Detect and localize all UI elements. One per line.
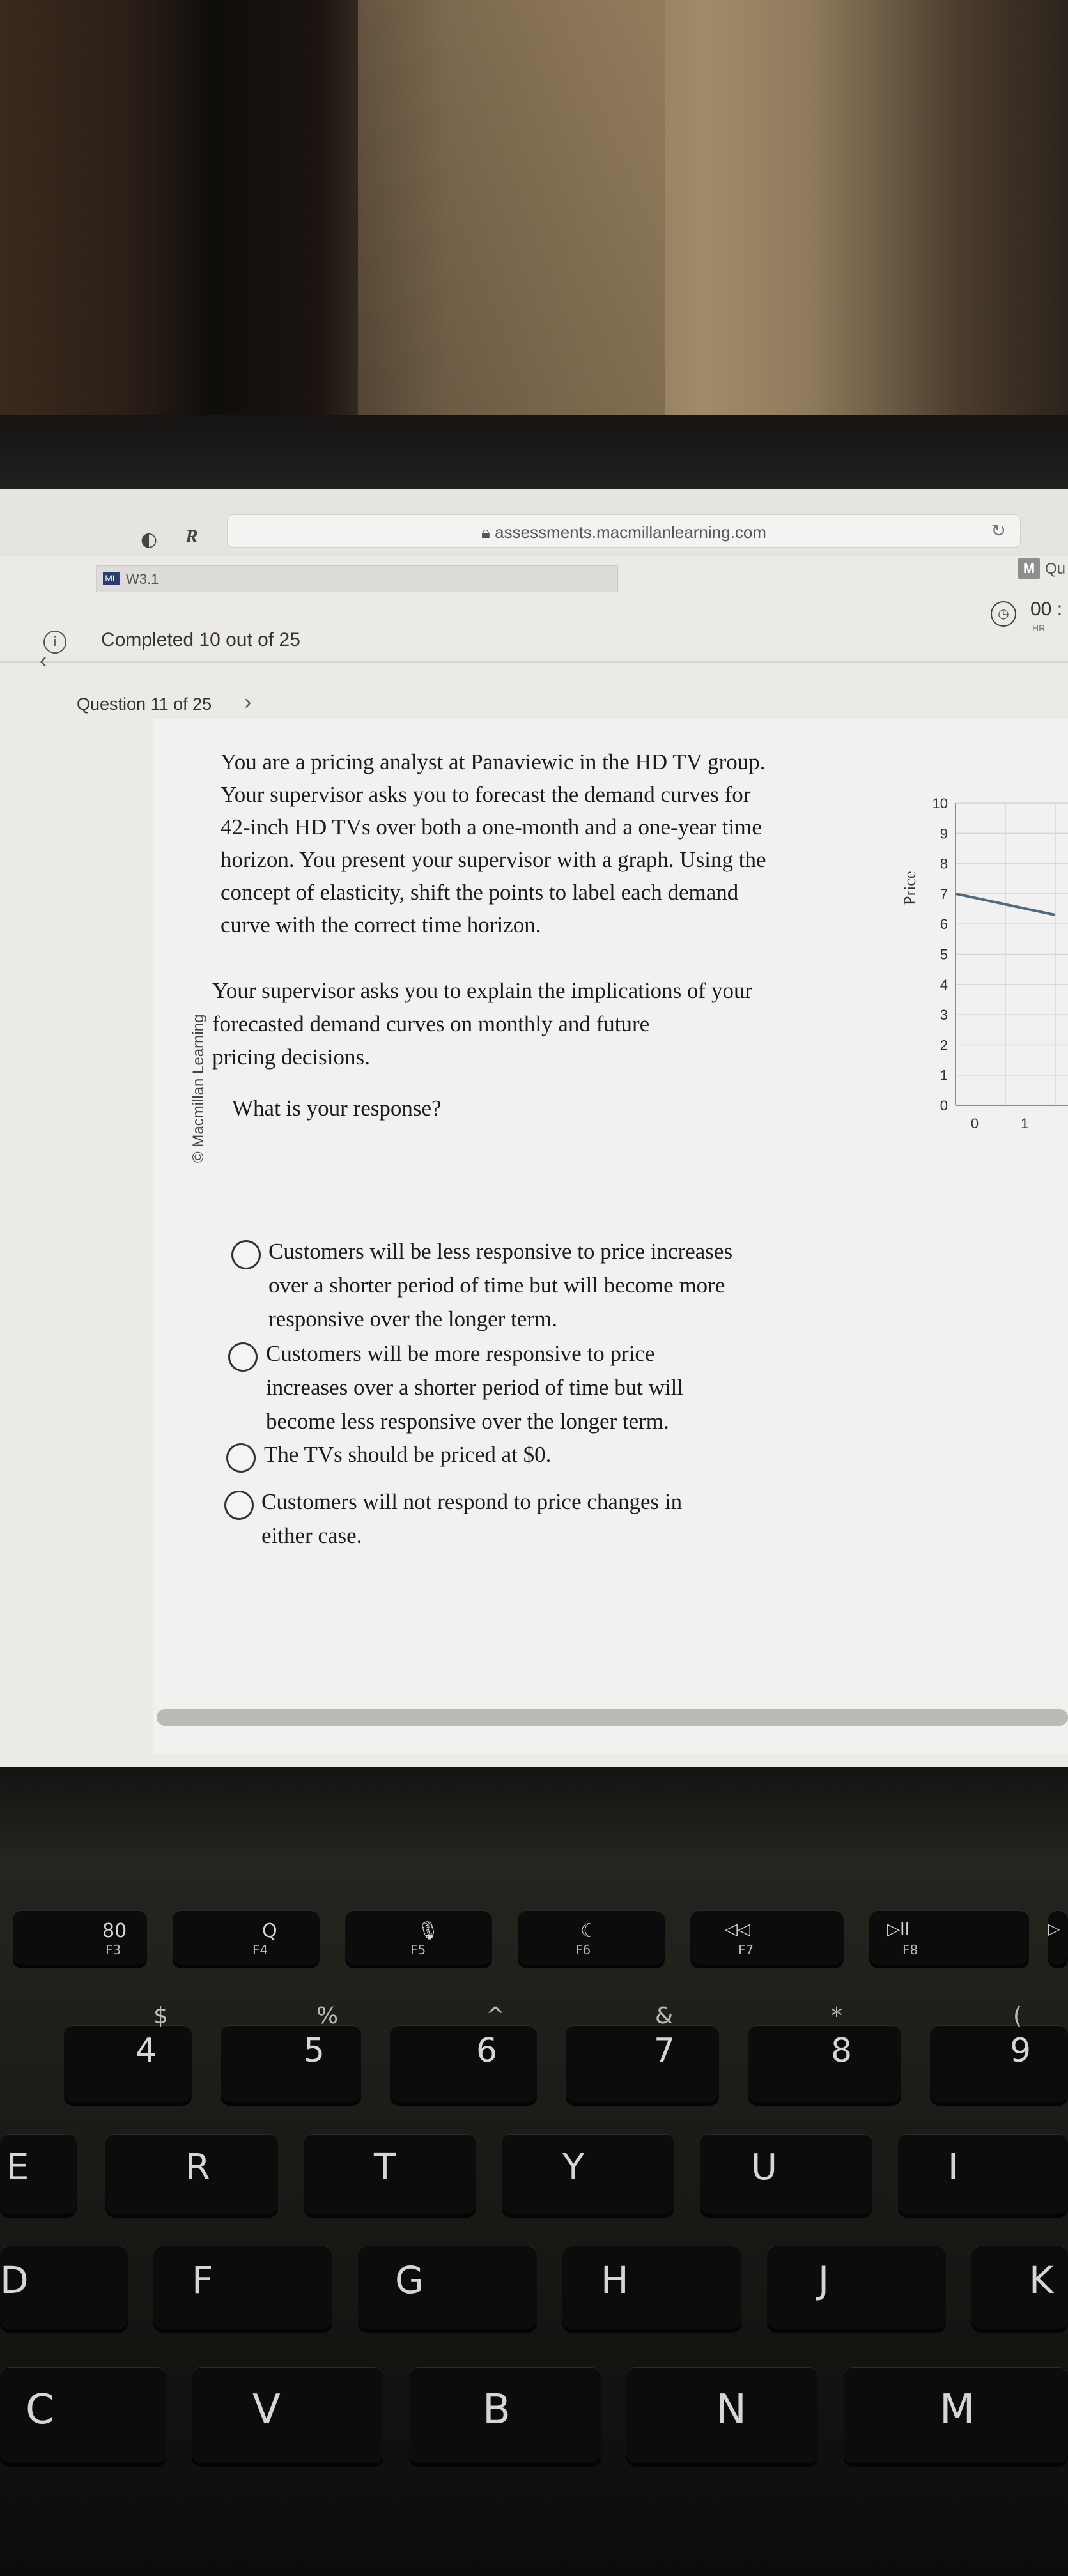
info-icon[interactable]: i <box>43 631 66 654</box>
background-room <box>0 0 1068 447</box>
option-line: either case. <box>261 1523 362 1548</box>
question-prompt: What is your response? <box>232 1096 442 1121</box>
previous-question-button[interactable]: ‹ <box>40 648 47 673</box>
key-glyph: M <box>940 2386 975 2434</box>
key-d[interactable] <box>0 2246 128 2329</box>
background-door <box>358 0 665 422</box>
option-line: Customers will be less responsive to price increases <box>268 1239 733 1264</box>
tab-label: W3.1 <box>126 571 159 587</box>
key-label: F6 <box>575 1942 591 1958</box>
key-shift-glyph: % <box>316 2003 339 2029</box>
y-tick-label: 5 <box>940 946 948 963</box>
key-glyph: C <box>26 2386 54 2434</box>
key-r[interactable] <box>105 2134 278 2214</box>
key-n[interactable] <box>626 2367 818 2463</box>
paragraph-line: concept of elasticity, shift the points to label each demand <box>221 880 739 905</box>
keyboard <box>0 1862 1068 2576</box>
key-f[interactable] <box>153 2246 332 2329</box>
key-glyph: Y <box>562 2147 585 2188</box>
key-label: F3 <box>105 1942 121 1958</box>
key-glyph: H <box>601 2258 629 2302</box>
demand-graph[interactable] <box>882 789 1068 1147</box>
key-t[interactable] <box>304 2134 476 2214</box>
option-line: Customers will be more responsive to price <box>266 1341 655 1366</box>
search-icon: Q <box>262 1920 277 1942</box>
key-glyph: G <box>395 2258 424 2302</box>
reload-icon[interactable]: ↻ <box>991 521 1006 540</box>
microphone-icon: 🎙 <box>417 1920 440 1941</box>
key-glyph: 5 <box>304 2032 325 2070</box>
option-3-label[interactable] <box>264 1438 826 1471</box>
key-shift-glyph: * <box>831 2003 842 2029</box>
key-5[interactable] <box>221 2003 361 2102</box>
option-4-label[interactable] <box>261 1485 824 1552</box>
key-m[interactable] <box>844 2367 1068 2463</box>
key-u[interactable] <box>700 2134 872 2214</box>
copyright-credit: © Macmillan Learning <box>190 1014 207 1163</box>
key-h[interactable] <box>562 2246 741 2329</box>
paragraph-line: curve with the correct time horizon. <box>221 912 541 937</box>
option-2-radio[interactable] <box>228 1342 258 1372</box>
x-tick-label: 0 <box>970 1116 979 1131</box>
key-8[interactable] <box>748 2003 901 2102</box>
fast-forward-icon: ▷ <box>1048 1920 1060 1938</box>
option-line: responsive over the longer term. <box>268 1307 557 1331</box>
extension-icon[interactable]: R <box>185 526 199 547</box>
key-label: F7 <box>738 1942 754 1958</box>
key-glyph: J <box>818 2258 830 2302</box>
option-line: Customers will not respond to price changes in <box>261 1489 683 1514</box>
browser-screen <box>0 489 1068 1767</box>
option-4-radio[interactable] <box>224 1491 254 1520</box>
paragraph-line: You are a pricing analyst at Panaviewic in the HD TV group. <box>221 749 766 774</box>
key-j[interactable] <box>767 2246 946 2329</box>
key-glyph: B <box>483 2386 511 2434</box>
key-4[interactable] <box>64 2003 192 2102</box>
key-glyph: 6 <box>476 2032 498 2070</box>
option-1-label[interactable] <box>268 1234 831 1336</box>
clock-icon: ◷ <box>991 601 1016 627</box>
option-line: increases over a shorter period of time but will <box>266 1375 684 1400</box>
y-tick-label: 0 <box>940 1098 948 1114</box>
moon-icon: ☾ <box>580 1920 598 1942</box>
question-nav-label[interactable]: Question 11 of 25 <box>77 694 212 714</box>
url-text: 🔒︎ assessments.macmillanlearning.com <box>481 523 766 542</box>
option-line: become less responsive over the longer term. <box>266 1409 669 1434</box>
play-pause-icon: ▷II <box>887 1920 910 1939</box>
y-tick-label: 9 <box>940 825 948 842</box>
key-b[interactable] <box>409 2367 601 2463</box>
y-tick-label: 8 <box>940 855 948 872</box>
key-glyph: I <box>948 2147 959 2188</box>
paragraph-line: Your supervisor asks you to forecast the demand curves for <box>221 782 751 807</box>
timer-unit: HR <box>1032 623 1046 633</box>
lock-icon: 🔒︎ <box>481 523 495 542</box>
key-f3[interactable] <box>13 1910 147 1965</box>
y-tick-label: 10 <box>932 795 948 811</box>
y-tick-label: 1 <box>940 1067 948 1084</box>
paragraph-line: horizon. You present your supervisor with a graph. Using the <box>221 847 766 872</box>
option-line: over a shorter period of time but will become more <box>268 1273 725 1298</box>
x-tick-label: 1 <box>1020 1116 1029 1131</box>
key-f6[interactable] <box>518 1910 665 1965</box>
key-f7[interactable] <box>690 1910 844 1965</box>
y-axis-label: Price <box>901 871 919 905</box>
paragraph-line: pricing decisions. <box>212 1045 370 1070</box>
paragraph-line: forecasted demand curves on monthly and future <box>212 1011 650 1036</box>
graph-x-ticks <box>971 1116 1028 1131</box>
laptop-top-bezel <box>0 415 1068 492</box>
paragraph-line: Your supervisor asks you to explain the implications of your <box>212 978 753 1003</box>
key-6[interactable] <box>390 2003 537 2102</box>
graph-grid <box>956 803 1068 1105</box>
browser-tab[interactable] <box>96 565 618 592</box>
key-glyph: F <box>192 2258 213 2302</box>
option-3-radio[interactable] <box>226 1443 256 1473</box>
shield-icon[interactable]: ◐ <box>141 528 158 551</box>
key-shift-glyph: ^ <box>486 2003 506 2029</box>
key-f4[interactable] <box>173 1910 320 1965</box>
key-glyph: V <box>252 2386 281 2434</box>
key-glyph: 9 <box>1010 2032 1032 2070</box>
key-shift-glyph: ( <box>1013 2003 1023 2029</box>
paragraph-line: 42-inch HD TVs over both a one-month and a one-year time <box>221 815 762 839</box>
key-glyph: K <box>1029 2258 1054 2302</box>
browser-toolbar <box>0 489 1068 556</box>
key-9[interactable] <box>930 2003 1068 2102</box>
option-2-label[interactable] <box>266 1337 828 1438</box>
y-tick-label: 6 <box>940 916 948 933</box>
key-glyph: 4 <box>135 2032 157 2070</box>
key-g[interactable] <box>358 2246 537 2329</box>
key-glyph: 80 <box>102 1920 127 1942</box>
key-k[interactable] <box>971 2246 1068 2329</box>
key-f5[interactable] <box>345 1910 492 1965</box>
y-tick-label: 2 <box>940 1037 948 1054</box>
y-tick-label: 3 <box>940 1007 948 1023</box>
option-line: The TVs should be priced at $0. <box>264 1442 552 1467</box>
y-tick-label: 7 <box>940 885 948 902</box>
key-v[interactable] <box>192 2367 383 2463</box>
rewind-icon: ◁◁ <box>725 1920 750 1939</box>
key-y[interactable] <box>502 2134 674 2214</box>
key-label: F4 <box>252 1942 268 1958</box>
key-shift-glyph: & <box>655 2003 674 2029</box>
key-glyph: D <box>0 2258 29 2302</box>
key-glyph: T <box>374 2147 396 2188</box>
question-paragraph-1 <box>221 746 828 941</box>
key-label: F8 <box>902 1942 918 1958</box>
timer-value: 00 : <box>1030 599 1063 620</box>
question-paragraph-2 <box>212 974 819 1074</box>
key-glyph: N <box>716 2386 747 2434</box>
tab-favicon: ML <box>103 572 120 585</box>
next-question-button[interactable]: › <box>244 690 252 714</box>
key-glyph: 7 <box>654 2032 676 2070</box>
key-f8[interactable] <box>869 1910 1029 1965</box>
y-tick-label: 4 <box>940 976 948 993</box>
key-glyph: R <box>185 2147 210 2188</box>
graph-y-ticks <box>933 795 948 1114</box>
key-label: F5 <box>410 1942 426 1958</box>
key-glyph: E <box>6 2147 29 2188</box>
horizontal-scrollbar[interactable] <box>157 1709 1068 1726</box>
progress-status: Completed 10 out of 25 <box>101 629 300 650</box>
key-i[interactable] <box>898 2134 1068 2214</box>
key-c[interactable] <box>0 2367 166 2463</box>
key-glyph: 8 <box>831 2032 853 2070</box>
address-bar[interactable] <box>227 514 1021 548</box>
side-tab-label[interactable]: Qu <box>1045 560 1066 578</box>
key-glyph: U <box>751 2147 777 2188</box>
key-shift-glyph: $ <box>153 2003 168 2029</box>
laptop-bottom-bezel <box>0 1767 1068 1862</box>
key-e[interactable] <box>0 2134 77 2214</box>
option-1-radio[interactable] <box>231 1240 261 1269</box>
header-divider <box>0 661 1068 663</box>
macmillan-badge[interactable]: M <box>1018 558 1040 579</box>
key-7[interactable] <box>566 2003 719 2102</box>
key-f9[interactable] <box>1048 1910 1068 1965</box>
